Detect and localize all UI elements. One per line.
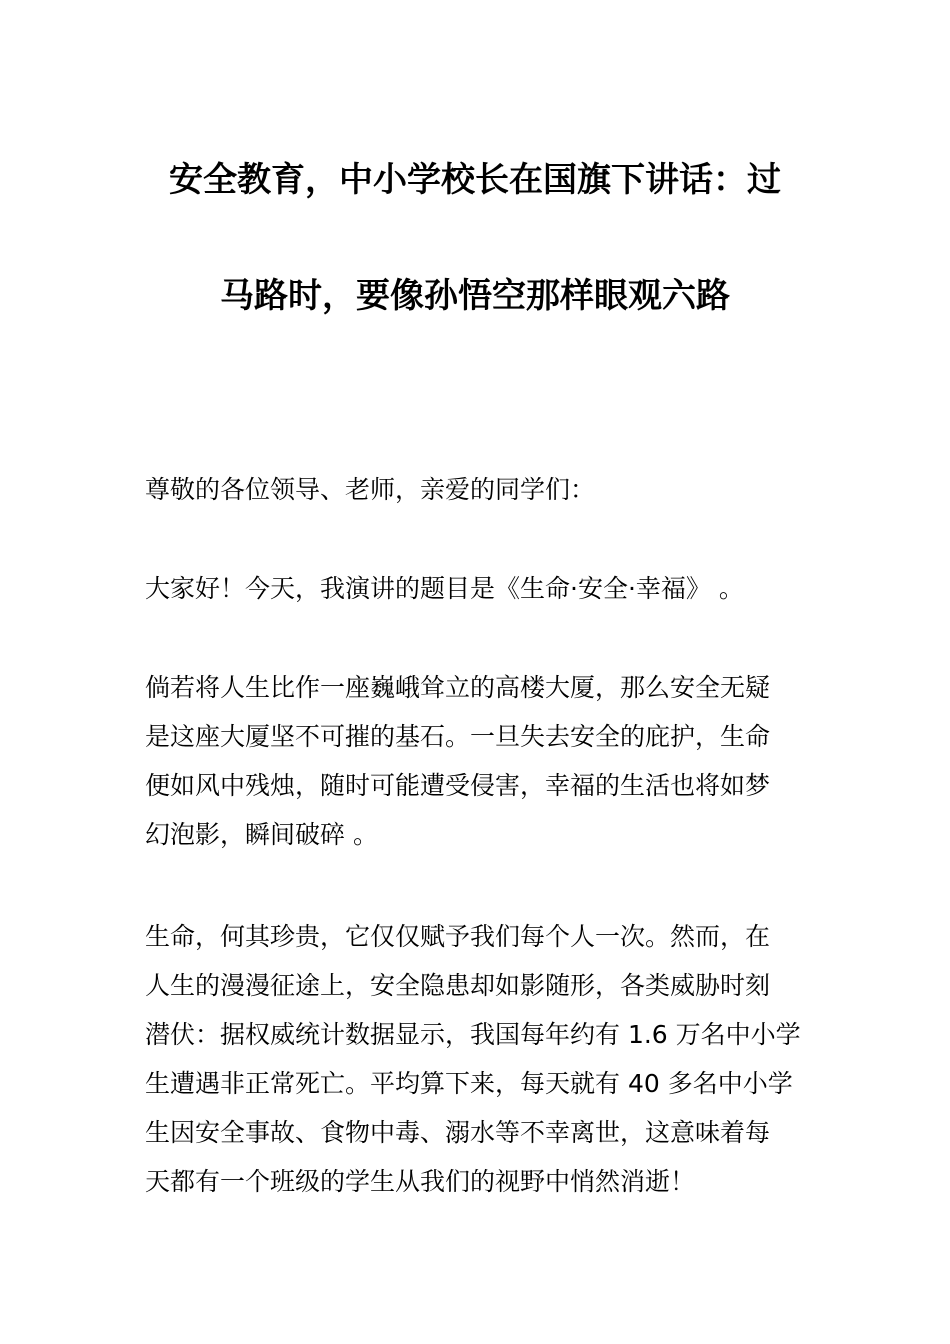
paragraph-2-line-1: 生命，何其珍贵，它仅仅赋予我们每个人一次。然而，在: [145, 922, 771, 951]
paragraph-1: [145, 663, 810, 859]
document-title-line-1: 安全教育，中小学校长在国旗下讲话：过: [169, 160, 781, 200]
paragraph-2: [145, 912, 810, 1206]
paragraph-2-line-2: 人生的漫漫征途上，安全隐患却如影随形，各类威胁时刻: [145, 971, 771, 1000]
paragraph-1-line-3: 便如风中残烛，随时可能遭受侵害，幸福的生活也将如梦: [145, 771, 771, 800]
opening-paragraph: [145, 564, 810, 613]
paragraph-1-line-2: 是这座大厦坚不可摧的基石。一旦失去安全的庇护，生命: [145, 722, 771, 751]
greeting-line: 尊敬的各位领导、老师，亲爱的同学们：: [145, 475, 596, 504]
paragraph-1-line-4: 幻泡影，瞬间破碎 。: [145, 820, 378, 849]
opening-line: 大家好！今天，我演讲的题目是《生命·安全·幸福》 。: [145, 574, 744, 603]
paragraph-2-line-4: 生遭遇非正常死亡。平均算下来，每天就有 40 多名中小学: [145, 1069, 793, 1098]
paragraph-2-line-5: 生因安全事故、食物中毒、溺水等不幸离世，这意味着每: [145, 1118, 771, 1147]
greeting-paragraph: [145, 465, 810, 514]
paragraph-1-line-1: 倘若将人生比作一座巍峨耸立的高楼大厦，那么安全无疑: [145, 673, 771, 702]
paragraph-2-line-6: 天都有一个班级的学生从我们的视野中悄然消逝！: [145, 1167, 696, 1196]
paragraph-2-line-3: 潜伏：据权威统计数据显示，我国每年约有 1.6 万名中小学: [145, 1020, 801, 1049]
document-title-line-2: 马路时，要像孙悟空那样眼观六路: [220, 276, 730, 316]
